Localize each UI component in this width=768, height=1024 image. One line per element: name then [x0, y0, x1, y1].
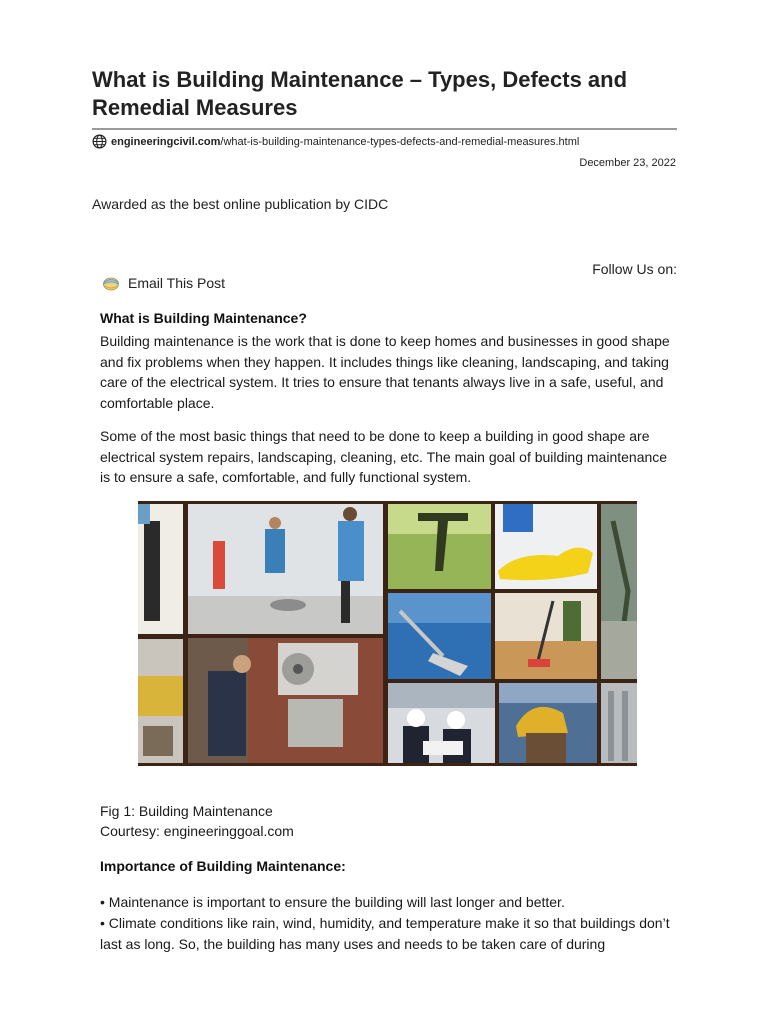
follow-us-label: Follow Us on: [592, 261, 677, 277]
award-text: Awarded as the best online publication by CIDC [92, 196, 389, 212]
url-path: /what-is-building-maintenance-types-defects-and-remedial-measures.html [220, 135, 580, 148]
figure-caption-block [100, 801, 294, 841]
exterior-photo [601, 504, 637, 679]
air-conditioner-repair-photo [188, 638, 383, 763]
window-cleaning-photo [388, 504, 491, 589]
publish-date: December 23, 2022 [579, 157, 676, 169]
glove-cleaning-photo [495, 504, 597, 589]
section-heading-what: What is Building Maintenance? [100, 310, 307, 326]
article-title: What is Building Maintenance – Types, Defects and Remedial Measures [92, 67, 628, 120]
importance-list [100, 892, 680, 955]
url-domain: engineeringcivil.com [111, 135, 221, 148]
engineers-photo [388, 683, 495, 763]
list-item: • Climate conditions like rain, wind, humidity, and temperature make it so that buildings don’t last as long. So, the building has many uses and needs to be taken care of during [100, 915, 670, 952]
email-post-link[interactable] [102, 275, 225, 291]
globe-icon [92, 134, 107, 149]
email-post-label: Email This Post [128, 275, 225, 291]
section-heading-importance: Importance of Building Maintenance: [100, 858, 346, 874]
mopping-photo [495, 593, 597, 679]
envelope-icon [102, 275, 120, 291]
duct-photo [601, 683, 637, 763]
building-maintenance-collage [138, 501, 637, 766]
source-url[interactable] [92, 134, 579, 149]
figure-courtesy: Courtesy: engineeringgoal.com [100, 823, 294, 839]
paragraph-basics: Some of the most basic things that need to be done to keep a building in good shape are electrical system repairs, landscaping, cleaning, etc. The main goal of building maintenance is to ensure a safe, comfortable, and fully functional system. [100, 428, 668, 485]
floor-cleaning-photo [188, 504, 383, 634]
vacuum-cleaning-photo [388, 593, 491, 679]
figure-caption: Fig 1: Building Maintenance [100, 803, 273, 819]
hardhat-worker-photo [499, 683, 597, 763]
worker-strip-photo [138, 504, 183, 763]
title-divider [92, 128, 677, 130]
paragraph-definition: Building maintenance is the work that is done to keep homes and businesses in good shape and fix problems when they happen. It includes things like cleaning, landscaping, and taking care of the electrical system. It tries to ensure that tenants always live in a safe, useful, and comfortable place. [100, 333, 670, 411]
list-item: • Maintenance is important to ensure the building will last longer and better. [100, 894, 565, 910]
